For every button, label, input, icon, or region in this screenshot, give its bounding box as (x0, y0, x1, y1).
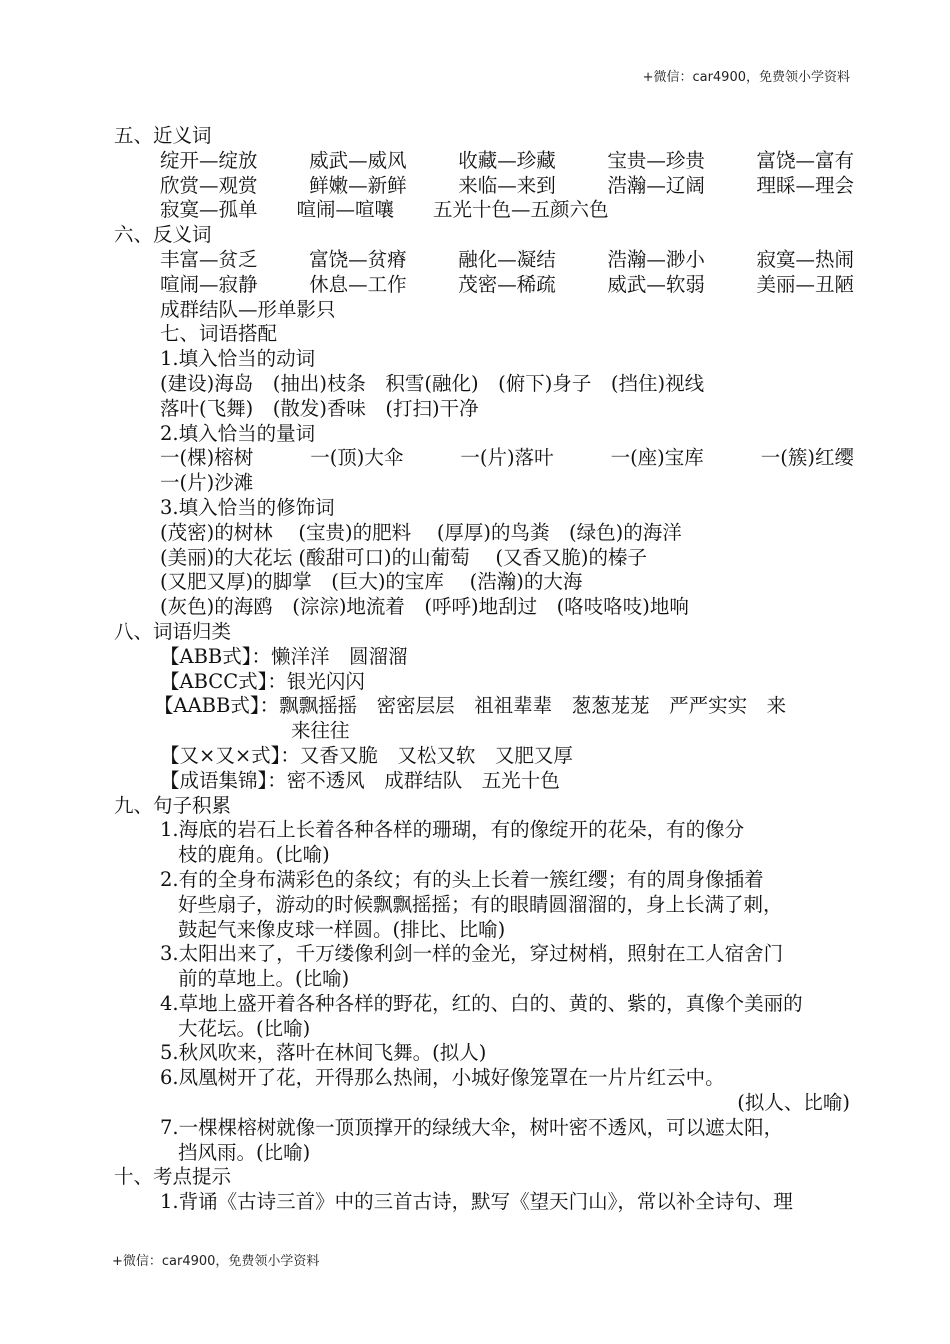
category-line: 【成语集锦】：密不透风 成群结队 五光十色 (160, 768, 560, 792)
word-phrase: 一(棵)榕树 (160, 446, 254, 470)
category-line: 【ABB式】：懒洋洋 圆溜溜 (160, 644, 408, 668)
category-line-continued: 来往往 (291, 719, 350, 743)
word-phrase: 一(座)宝库 (610, 446, 704, 470)
text-line: 落叶(飞舞) (散发)香味 (打扫)干净 (160, 396, 479, 420)
word-pair: 休息—工作 (309, 272, 407, 296)
word-pair: 欣赏—观赏 (160, 173, 258, 197)
text-line: 1.背诵《古诗三首》中的三首古诗，默写《望天门山》，常以补全诗句、理 (160, 1190, 793, 1214)
word-pair: 来临—来到 (458, 173, 556, 197)
word-pair: 威武—软弱 (607, 272, 705, 296)
watermark-bottom: +微信：car4900，免费领小学资料 (112, 1254, 320, 1269)
section-heading: 六、反义词 (114, 223, 212, 247)
sentence-line: 6.凤凰树开了花，开得那么热闹，小城好像笼罩在一片片红云中。 (160, 1066, 725, 1090)
sentence-line: 1.海底的岩石上长着各种各样的珊瑚，有的像绽开的花朵，有的像分 (160, 818, 745, 842)
sentence-line: 2.有的全身布满彩色的条纹；有的头上长着一簇红缨；有的周身像插着 (160, 867, 764, 891)
synonym-row (114, 174, 854, 199)
section-heading: 十、考点提示 (114, 1165, 232, 1189)
word-pair: 浩瀚—辽阔 (607, 173, 705, 197)
section-heading: 八、词语归类 (114, 619, 232, 643)
category-line: 【AABB式】：飘飘摇摇 密密层层 祖祖辈辈 葱葱茏茏 严严实实 来 (154, 694, 787, 718)
word-phrase: 一(簇)红缨 (760, 446, 854, 470)
word-pair: 融化—凝结 (458, 247, 556, 271)
sentence-line: 鼓起气来像皮球一样圆。(排比、比喻) (178, 917, 506, 941)
word-pair: 寂寞—热闹 (756, 247, 854, 271)
word-pair: 茂密—稀疏 (458, 272, 556, 296)
sentence-line: 大花坛。(比喻) (178, 1016, 311, 1040)
sentence-line: 好些扇子，游动的时候飘飘摇摇；有的眼睛圆溜溜的，身上长满了刺， (178, 892, 783, 916)
text-line: (建设)海岛 (抽出)枝条 积雪(融化) (俯下)身子 (挡住)视线 (160, 371, 705, 395)
text-line: 一(片)沙滩 (160, 471, 254, 495)
section-heading: 九、句子积累 (114, 793, 232, 817)
watermark-top: +微信：car4900，免费领小学资料 (642, 70, 850, 85)
sentence-line: 5.秋风吹来，落叶在林间飞舞。(拟人) (160, 1041, 487, 1065)
subheading: 2.填入恰当的量词 (160, 421, 316, 445)
word-phrase: 一(顶)大伞 (310, 446, 404, 470)
sentence-line: 挡风雨。(比喻) (178, 1140, 311, 1164)
word-pair: 富饶—贫瘠 (309, 247, 407, 271)
antonym-row (114, 248, 854, 273)
word-pair: 绽开—绽放 (160, 148, 258, 172)
word-pair: 宝贵—珍贵 (607, 148, 705, 172)
sentence-line: 4.草地上盛开着各种各样的野花，红的、白的、黄的、紫的，真像个美丽的 (160, 991, 803, 1015)
measure-word-row (114, 446, 854, 471)
sentence-line: 3.太阳出来了，千万缕像利剑一样的金光，穿过树梢，照射在工人宿舍门 (160, 942, 784, 966)
text-line: (美丽)的大花坛 (酸甜可口)的山葡萄 (又香又脆)的榛子 (160, 545, 648, 569)
antonym-row: 成群结队—形单影只 (160, 297, 336, 321)
text-line: (茂密)的树林 (宝贵)的肥料 (厚厚)的鸟粪 (绿色)的海洋 (160, 520, 682, 544)
word-pair: 鲜嫩—新鲜 (309, 173, 407, 197)
word-pair: 美丽—丑陋 (756, 272, 854, 296)
section-heading: 七、词语搭配 (160, 322, 278, 346)
section-heading: 五、近义词 (114, 124, 212, 147)
antonym-row (114, 273, 854, 298)
text-line: (又肥又厚)的脚掌 (巨大)的宝库 (浩瀚)的大海 (160, 570, 583, 594)
document-body (114, 124, 854, 1215)
sentence-line: 7.一棵棵榕树就像一顶顶撑开的绿绒大伞，树叶密不透风，可以遮太阳， (160, 1115, 784, 1139)
sentence-line: (拟人、比喻) (737, 1091, 850, 1115)
category-line: 【又×又×式】：又香又脆 又松又软 又肥又厚 (160, 743, 573, 767)
word-pair: 浩瀚—渺小 (607, 247, 705, 271)
sentence-line: 前的草地上。(比喻) (178, 967, 350, 991)
sentence-line: 枝的鹿角。(比喻) (178, 843, 330, 867)
text-line: (灰色)的海鸥 (淙淙)地流着 (呼呼)地刮过 (咯吱咯吱)地响 (160, 595, 689, 619)
synonym-row (114, 149, 854, 174)
category-line: 【ABCC式】：银光闪闪 (160, 669, 365, 693)
subheading: 1.填入恰当的动词 (160, 347, 316, 371)
word-phrase: 一(片)落叶 (460, 446, 554, 470)
word-pair: 喧闹—寂静 (160, 272, 258, 296)
subheading: 3.填入恰当的修饰词 (160, 495, 335, 519)
word-pair: 富饶—富有 (756, 148, 854, 172)
word-pair: 理睬—理会 (756, 173, 854, 197)
word-pair: 收藏—珍藏 (458, 148, 556, 172)
word-pair: 威武—威风 (309, 148, 407, 172)
synonym-row: 寂寞—孤单 喧闹—喧嚷 五光十色—五颜六色 (160, 198, 609, 222)
word-pair: 丰富—贫乏 (160, 247, 258, 271)
